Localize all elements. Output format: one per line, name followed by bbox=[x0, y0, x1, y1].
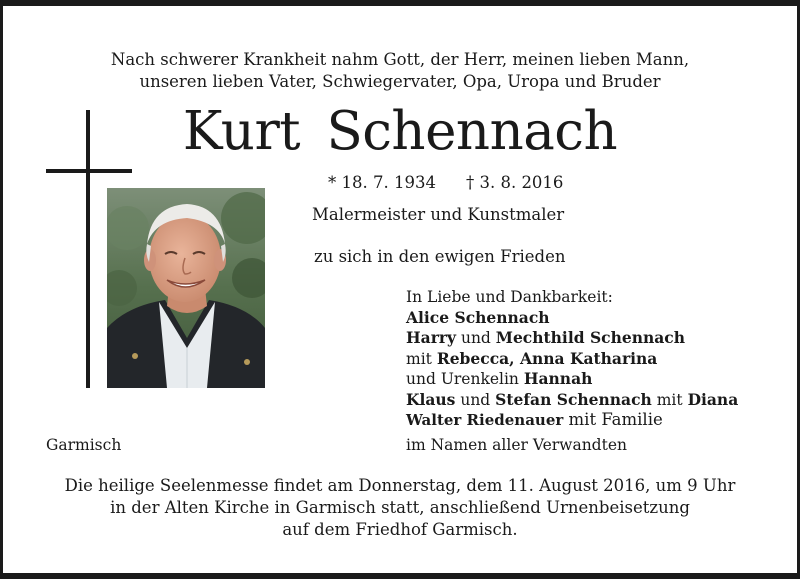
connector-urenkelin: und Urenkelin bbox=[406, 370, 524, 388]
death-date: † 3. 8. 2016 bbox=[465, 173, 564, 192]
mourner-alice: Alice Schennach bbox=[406, 307, 550, 327]
last-name: Schennach bbox=[326, 101, 618, 162]
mourner-hannah: Hannah bbox=[523, 369, 593, 388]
phrase: zu sich in den ewigen Frieden bbox=[314, 247, 566, 266]
mourner-line-hannah bbox=[406, 369, 738, 390]
mass-line-1: Die heilige Seelenmesse findet am Donnerstag, dem 11. August 2016, um 9 Uhr bbox=[64, 476, 736, 495]
mourners-heading: In Liebe und Dankbarkeit: bbox=[406, 288, 613, 306]
relatives-line: im Namen aller Verwandten bbox=[406, 436, 627, 454]
birth-date: * 18. 7. 1934 bbox=[328, 173, 436, 192]
connector-mit-2: mit bbox=[651, 390, 688, 409]
mourner-walter: Walter Riedenauer bbox=[406, 411, 564, 429]
life-dates bbox=[328, 172, 563, 194]
portrait-photo bbox=[107, 188, 265, 388]
town: Garmisch bbox=[46, 436, 122, 454]
mourner-diana: Diana bbox=[687, 389, 739, 409]
mass-line-3: auf dem Friedhof Garmisch. bbox=[282, 520, 518, 539]
mourners-list bbox=[406, 287, 738, 431]
mourner-line-walter bbox=[406, 410, 738, 431]
connector-und-2: und bbox=[455, 390, 496, 409]
profession: Malermeister und Kunstmaler bbox=[312, 205, 565, 224]
mourner-line-harry bbox=[406, 328, 738, 349]
intro-line-2: unseren lieben Vater, Schwiegervater, Opa, Uropa und Bruder bbox=[139, 72, 661, 91]
connector-mit-1: mit bbox=[406, 349, 437, 368]
mourner-mechthild: Mechthild Schennach bbox=[495, 328, 685, 347]
mourner-line-klaus bbox=[406, 390, 738, 411]
intro-line-1: Nach schwerer Krankheit nahm Gott, der Herr, meinen lieben Mann, bbox=[110, 50, 690, 69]
mourner-line-rebecca bbox=[406, 349, 738, 370]
cross-horizontal-bar bbox=[46, 169, 132, 173]
mourner-stefan: Stefan Schennach bbox=[495, 389, 652, 409]
mourner-klaus: Klaus bbox=[406, 389, 456, 409]
mourner-rebecca-anna: Rebecca, Anna Katharina bbox=[436, 348, 658, 368]
portrait-illustration bbox=[107, 188, 265, 388]
cross-vertical-bar bbox=[86, 110, 90, 388]
first-name: Kurt bbox=[182, 101, 301, 162]
mourner-harry: Harry bbox=[406, 328, 457, 347]
mass-line-2: in der Alten Kirche in Garmisch statt, anschließend Urnenbeisetzung bbox=[110, 498, 690, 517]
deceased-name bbox=[0, 100, 800, 164]
connector-mit-familie: mit Familie bbox=[563, 410, 663, 429]
connector-und-1: und bbox=[456, 329, 496, 347]
